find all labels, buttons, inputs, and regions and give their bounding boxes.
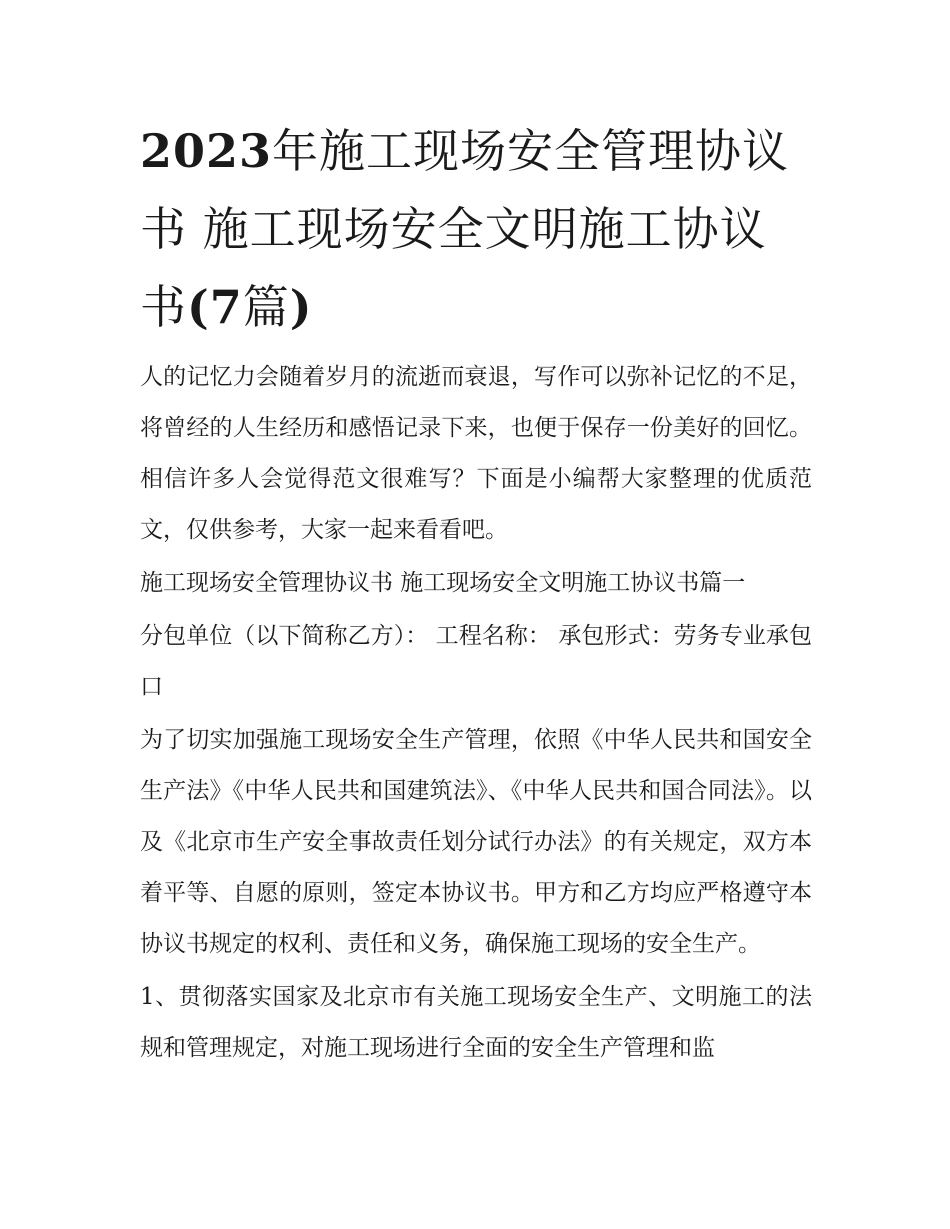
purpose-paragraph: 为了切实加强施工现场安全生产管理，依照《中华人民共和国安全生产法》《中华人民共和国建筑法》、《中华人民共和国合同法》。以及《北京市生产安全事故责任划分试行办法》的有关规定，双方本着平等、自愿的原则，签定本协议书。甲方和乙方均应严格遵守本协议书规定的权利、责任和义务，确保施工现场的安全生产。 [140, 727, 812, 957]
title-count: (7 [187, 280, 243, 334]
title-main: 年施工现场安全管理协议书 施工现场安全文明施工协议书 [140, 124, 790, 334]
section-heading: 施工现场安全管理协议书 施工现场安全文明施工协议书篇一 [140, 570, 746, 596]
document-title [140, 112, 812, 346]
title-year: 2023 [140, 124, 273, 178]
document-page [140, 112, 812, 1074]
clause-1-paragraph: 1、贯彻落实国家及北京市有关施工现场安全生产、文明施工的法规和管理规定，对施工现场进行全面的安全生产管理和监 [140, 984, 812, 1061]
contract-info-paragraph: 分包单位（以下简称乙方）： 工程名称： 承包形式：劳务专业承包口 [140, 623, 812, 700]
intro-paragraph: 人的记忆力会随着岁月的流逝而衰退，写作可以弥补记忆的不足，将曾经的人生经历和感悟记录下来，也便于保存一份美好的回忆。相信许多人会觉得范文很难写？下面是小编帮大家整理的优质范文，仅供参考，大家一起来看看吧。 [140, 364, 812, 543]
title-count-unit: 篇 [242, 280, 290, 334]
title-close-paren: ) [289, 280, 313, 334]
